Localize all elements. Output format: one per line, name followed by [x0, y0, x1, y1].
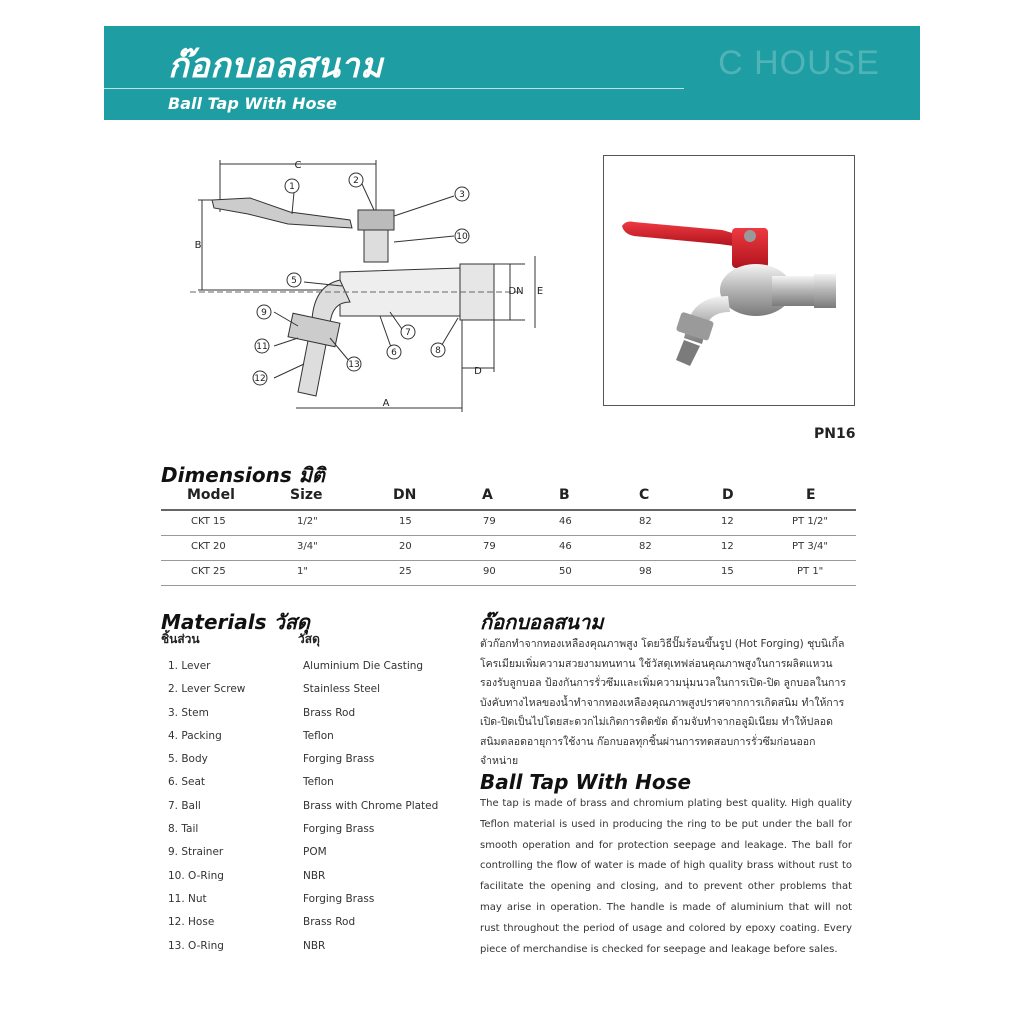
- col-header: C: [639, 487, 650, 503]
- table-row: [161, 561, 856, 586]
- table-cell: CKT 20: [191, 541, 226, 552]
- table-row: [161, 536, 856, 561]
- table-cell: 98: [639, 566, 652, 577]
- svg-text:10: 10: [456, 232, 468, 242]
- material-name: Teflon: [303, 776, 334, 789]
- table-cell: 12: [721, 541, 734, 552]
- material-name: Brass Rod: [303, 706, 356, 719]
- callout-12: [253, 371, 267, 385]
- svg-text:8: 8: [435, 346, 441, 356]
- svg-text:13: 13: [348, 360, 360, 370]
- list-item: [168, 796, 468, 819]
- material-name: Teflon: [303, 729, 334, 742]
- material-name: Brass with Chrome Plated: [303, 799, 439, 812]
- col-header: DN: [393, 487, 417, 503]
- table-cell: 25: [399, 566, 412, 577]
- table-cell: 82: [639, 541, 652, 552]
- table-cell: 82: [639, 516, 652, 527]
- callout-11: [255, 339, 269, 353]
- material-part: 1. Lever: [168, 660, 211, 672]
- table-cell: 1/2": [297, 516, 318, 527]
- list-item: [168, 656, 468, 679]
- col-header: B: [559, 487, 570, 503]
- product-photo: [603, 155, 855, 406]
- table-cell: 3/4": [297, 541, 318, 552]
- material-part: 9. Strainer: [168, 846, 224, 859]
- table-cell: PT 1": [797, 566, 824, 577]
- svg-text:1: 1: [289, 182, 295, 192]
- table-header-row: [161, 487, 856, 511]
- col-header: D: [722, 487, 734, 503]
- dim-label-a: A: [382, 398, 390, 409]
- desc-th-body: ตัวก๊อกทำจากทองเหลืองคุณภาพสูง โดยวิธีปั๊มร้อนขึ้นรูป (Hot Forging) ชุบนิเกิ้ลโครเมียมเพิ่มความสวยงามทนทาน ใช้วัสดุเทฟล่อนคุณภาพสูงในการผลิตแหวนรองรับลูกบอล ป้องกันการรั่วซึมและเพิ่มความนุ่มนวลในการเปิด-ปิด ลูกบอลในการบังคับทางไหลของน้ำทำจากทองเหลืองคุณภาพสูงปราศจากการเกิดสนิม ทำให้การเปิด-ปิดเป็นไปโดยสะดวกไม่เกิดการติดขัด ด้ามจับทำจากอลูมิเนียม ทำให้ปลอดสนิมตลอดอายุการใช้งาน ก๊อกบอลทุกชิ้นผ่านการทดสอบการรั่วซึมก่อนออกจำหน่าย: [480, 638, 846, 767]
- col-header: A: [482, 487, 493, 503]
- page-title-th: ก๊อกบอลสนาม: [168, 46, 383, 86]
- material-name: Aluminium Die Casting: [303, 660, 424, 672]
- material-name: POM: [303, 846, 327, 859]
- svg-text:9: 9: [261, 308, 267, 318]
- callout-1: [285, 179, 299, 193]
- material-name: Forging Brass: [303, 892, 375, 905]
- col-part-header: ชิ้นส่วน: [161, 632, 200, 646]
- list-item: [168, 889, 468, 912]
- callout-5: [287, 273, 301, 287]
- callout-9: [257, 305, 271, 319]
- dimensions-table: [161, 487, 856, 586]
- callout-3: [455, 187, 469, 201]
- material-part: 3. Stem: [168, 706, 209, 719]
- callout-10: [455, 229, 469, 243]
- material-name: NBR: [303, 939, 326, 952]
- svg-text:6: 6: [391, 348, 397, 358]
- col-header: Model: [187, 487, 235, 503]
- material-name: Brass Rod: [303, 916, 356, 929]
- materials-title: Materials วัสดุ: [161, 610, 310, 634]
- list-item: [168, 679, 468, 702]
- dim-label-dn: DN: [508, 286, 524, 297]
- table-cell: 79: [483, 541, 496, 552]
- material-part: 7. Ball: [168, 799, 201, 812]
- dim-label-e: E: [536, 286, 544, 297]
- pressure-rating: PN16: [814, 426, 856, 442]
- table-cell: CKT 25: [191, 566, 226, 577]
- list-item: [168, 936, 468, 959]
- list-item: [168, 866, 468, 889]
- list-item: [168, 842, 468, 865]
- table-cell: PT 1/2": [792, 516, 829, 527]
- table-cell: 20: [399, 541, 412, 552]
- material-name: Stainless Steel: [303, 683, 381, 696]
- technical-drawing: [190, 152, 550, 422]
- header-banner: [104, 26, 920, 120]
- list-item: [168, 819, 468, 842]
- desc-th-title: ก๊อกบอลสนาม: [480, 610, 604, 634]
- list-item: [168, 726, 468, 749]
- material-part: 12. Hose: [168, 916, 215, 929]
- callout-6: [387, 345, 401, 359]
- col-header: Size: [290, 487, 323, 503]
- material-part: 6. Seat: [168, 776, 206, 789]
- table-row: [161, 511, 856, 536]
- table-cell: 1": [297, 566, 308, 577]
- list-item: [168, 772, 468, 795]
- header-divider: [104, 88, 684, 89]
- table-cell: PT 3/4": [792, 541, 829, 552]
- materials-list: [168, 656, 468, 959]
- svg-text:2: 2: [353, 176, 359, 186]
- page-title-en: Ball Tap With Hose: [168, 94, 337, 113]
- svg-text:11: 11: [256, 342, 268, 352]
- svg-text:3: 3: [459, 190, 465, 200]
- material-part: 4. Packing: [168, 729, 222, 742]
- callout-2: [349, 173, 363, 187]
- material-part: 13. O-Ring: [168, 939, 224, 952]
- svg-text:5: 5: [291, 276, 297, 286]
- list-item: [168, 749, 468, 772]
- ball-tap-illustration: [604, 156, 854, 405]
- table-cell: 15: [721, 566, 734, 577]
- table-cell: 79: [483, 516, 496, 527]
- table-cell: 15: [399, 516, 412, 527]
- callout-7: [401, 325, 415, 339]
- desc-en-title: Ball Tap With Hose: [480, 770, 692, 794]
- dim-label-d: D: [474, 366, 482, 377]
- brand-watermark: C HOUSE: [718, 44, 880, 82]
- col-header: E: [806, 487, 816, 503]
- desc-en-body: The tap is made of brass and chromium plating best quality. High quality Teflon material is used in producing the ring to be put under the ball for smooth operation and for protection seepage and leakage. The ball for controlling the flow of water is made of high quality brass without rust to facilitate the opening and closing, and to prevent other problems that may arise in operation. The handle is made of aluminium that will not rust throughout the period of usage and colored by epoxy coating. Every piece of merchandise is checked for seepage and leakage before sales.: [480, 798, 852, 955]
- col-material-header: วัสดุ: [298, 632, 320, 646]
- material-name: Forging Brass: [303, 823, 375, 836]
- list-item: [168, 703, 468, 726]
- table-cell: CKT 15: [191, 516, 226, 527]
- svg-text:7: 7: [405, 328, 411, 338]
- list-item: [168, 912, 468, 935]
- callout-8: [431, 343, 445, 357]
- callout-13: [347, 357, 361, 371]
- table-cell: 50: [559, 566, 572, 577]
- table-cell: 46: [559, 541, 572, 552]
- material-name: NBR: [303, 869, 326, 882]
- material-part: 10. O-Ring: [168, 869, 224, 882]
- material-part: 5. Body: [168, 753, 208, 766]
- table-cell: 12: [721, 516, 734, 527]
- dim-label-c: C: [294, 160, 302, 171]
- material-part: 2. Lever Screw: [168, 683, 246, 696]
- dimensions-title: Dimensions มิติ: [161, 463, 325, 487]
- dim-label-b: B: [194, 240, 202, 251]
- table-cell: 90: [483, 566, 496, 577]
- table-cell: 46: [559, 516, 572, 527]
- material-part: 11. Nut: [168, 892, 207, 905]
- material-part: 8. Tail: [168, 823, 199, 836]
- material-name: Forging Brass: [303, 753, 375, 766]
- svg-text:12: 12: [254, 374, 266, 384]
